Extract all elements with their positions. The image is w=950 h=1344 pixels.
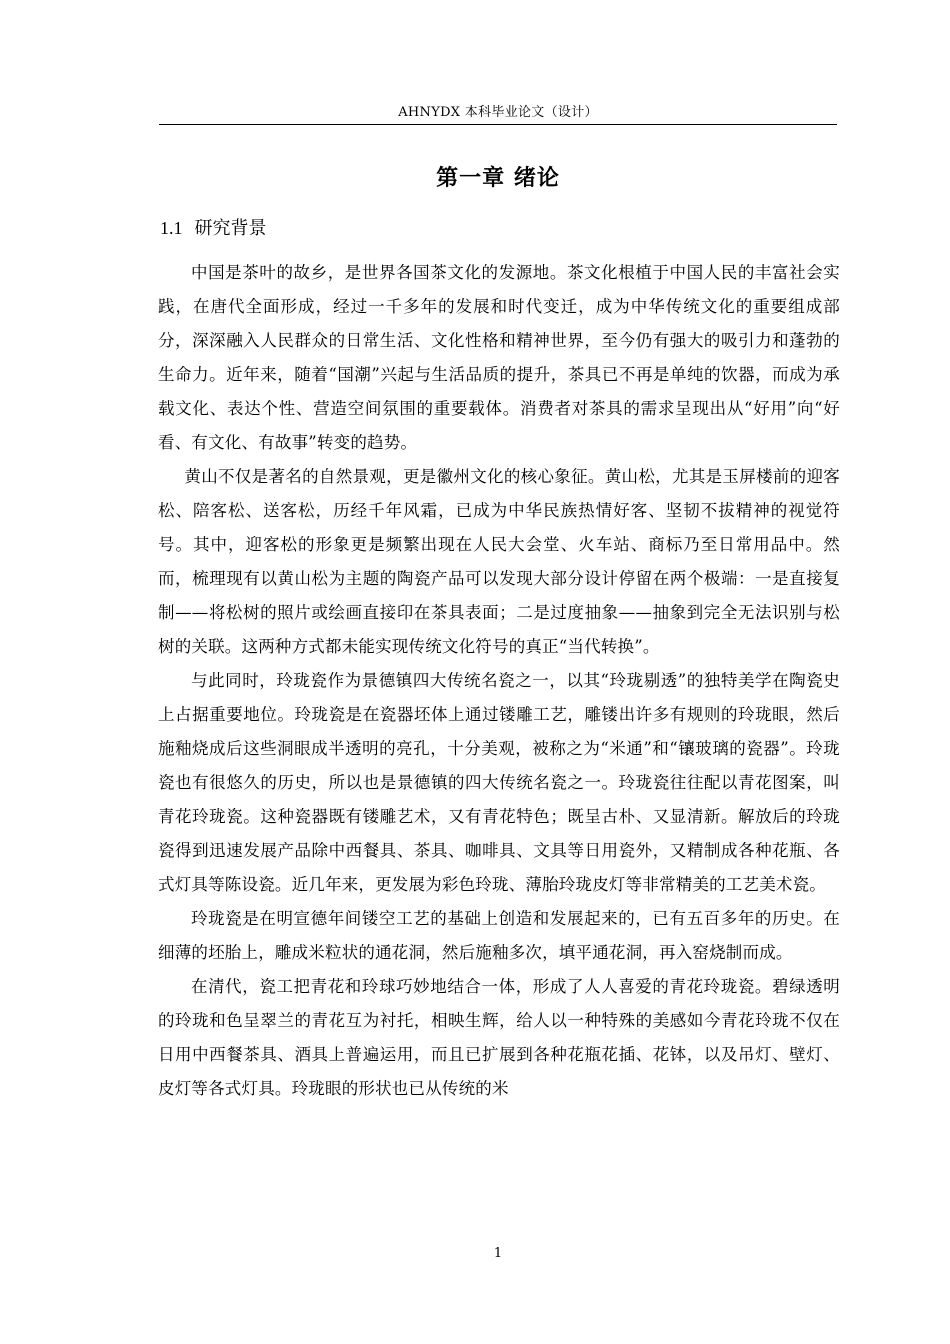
- paragraph: 与此同时，玲珑瓷作为景德镇四大传统名瓷之一，以其“玲珑剔透”的独特美学在陶瓷史上占据重要地位。玲珑瓷是在瓷器坯体上通过镂雕工艺，雕镂出许多有规则的玲珑眼，然后施釉烧成后这些洞眼成半透明的亮孔，十分美观，被称之为“米通”和“镶玻璃的瓷器”。玲珑瓷也有很悠久的历史，所以也是景德镇的四大传统名瓷之一。玲珑瓷往往配以青花图案，叫青花玲珑瓷。这种瓷器既有镂雕艺术，又有青花特色；既呈古朴、又显清新。解放后的玲珑瓷得到迅速发展产品除中西餐具、茶具、咖啡具、文具等日用瓷外，又精制成各种花瓶、各式灯具等陈设瓷。近几年来，更发展为彩色玲珑、薄胎玲珑皮灯等非常精美的工艺美术瓷。: [158, 671, 840, 894]
- page-number: 1: [493, 1246, 503, 1261]
- section-title: 研究背景: [194, 218, 267, 239]
- chapter-title: 第一章 绪论: [436, 166, 560, 191]
- paragraph: 在清代，瓷工把青花和玲球巧妙地结合一体，形成了人人喜爱的青花玲珑瓷。碧绿透明的玲珑和色呈翠兰的青花互为衬托，相映生辉，给人以一种特殊的美感如今青花玲珑不仅在日用中西餐茶具、酒具上普遍运用，而且已扩展到各种花瓶花插、花钵，以及吊灯、壁灯、皮灯等各式灯具。玲珑眼的形状也已从传统的米: [158, 977, 840, 1098]
- paragraph: 玲珑瓷是在明宣德年间镂空工艺的基础上创造和发展起来的，已有五百多年的历史。在细薄的坯胎上，雕成米粒状的通花洞，然后施釉多次，填平通花洞，再入窑烧制而成。: [158, 909, 840, 962]
- body-text: [158, 256, 840, 1106]
- paragraph: 黄山不仅是著名的自然景观，更是徽州文化的核心象征。黄山松，尤其是玉屏楼前的迎客松、陪客松、送客松，历经千年风霜，已成为中华民族热情好客、坚韧不拔精神的视觉符号。其中，迎客松的形象更是频繁出现在人民大会堂、火车站、商标乃至日常用品中。然而，梳理现有以黄山松为主题的陶瓷产品可以发现大部分设计停留在两个极端：一是直接复制——将松树的照片或绘画直接印在茶具表面；二是过度抽象——抽象到完全无法识别与松树的关联。这两种方式都未能实现传统文化符号的真正“当代转换”。: [158, 467, 840, 656]
- running-header: AHNYDX 本科毕业论文（设计）: [398, 105, 598, 120]
- section-number: 1.1: [160, 218, 183, 238]
- paragraph: 中国是茶叶的故乡，是世界各国茶文化的发源地。茶文化根植于中国人民的丰富社会实践，在唐代全面形成，经过一千多年的发展和时代变迁，成为中华传统文化的重要组成部分，深深融入人民群众的日常生活、文化性格和精神世界，至今仍有强大的吸引力和蓬勃的生命力。近年来，随着“国潮”兴起与生活品质的提升，茶具已不再是单纯的饮器，而成为承载文化、表达个性、营造空间氛围的重要载体。消费者对茶具的需求呈现出从“好用”向“好看、有文化、有故事”转变的趋势。: [158, 263, 840, 452]
- section-heading: [160, 214, 267, 243]
- header-rule: [159, 124, 837, 125]
